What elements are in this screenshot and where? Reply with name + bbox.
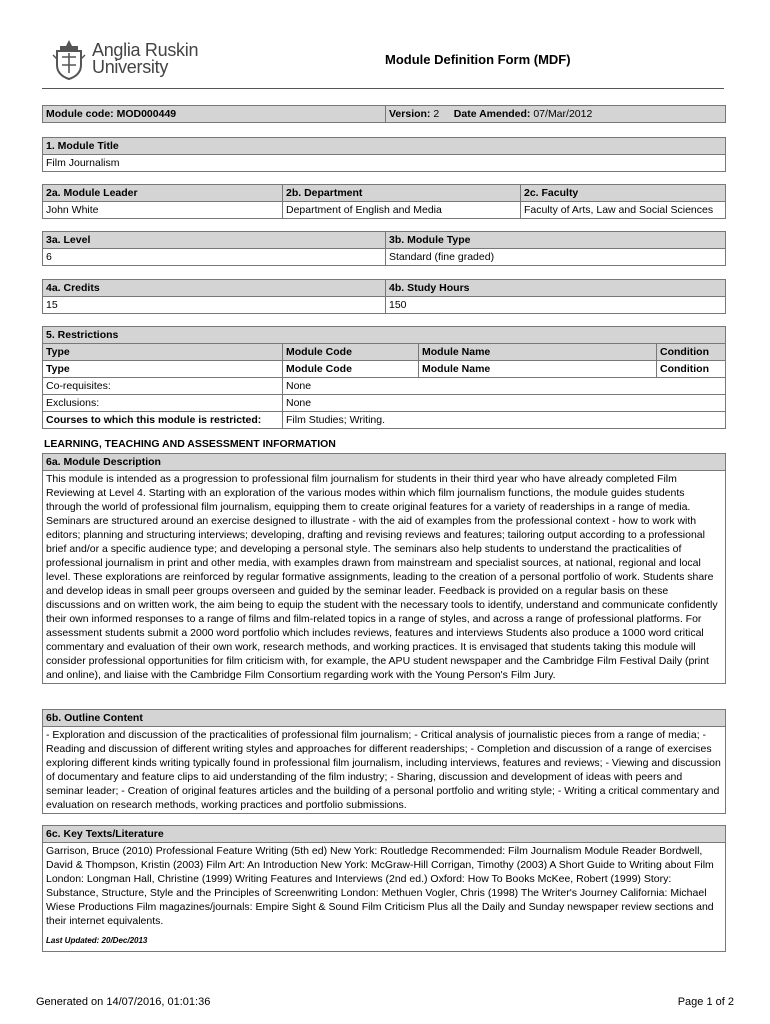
col-module-name: Module Name	[419, 344, 657, 361]
date-amended-value: 07/Mar/2012	[533, 108, 593, 120]
outline-content-label: 6b. Outline Content	[43, 710, 726, 727]
level-type-table	[42, 231, 726, 266]
crest-icon	[52, 37, 86, 81]
module-leader-value: John White	[43, 202, 283, 219]
module-title-label: 1. Module Title	[43, 138, 726, 155]
key-texts-table	[42, 825, 726, 952]
form-title: Module Definition Form (MDF)	[385, 52, 571, 67]
col-module-code: Module Code	[283, 344, 419, 361]
col-type: Type	[43, 361, 283, 378]
logo-line2: University	[92, 57, 169, 77]
module-title-value: Film Journalism	[43, 155, 726, 172]
module-type-label: 3b. Module Type	[386, 232, 726, 249]
level-value: 6	[43, 249, 386, 266]
logo-line1: Anglia Ruskin	[92, 40, 199, 60]
col-module-name: Module Name	[419, 361, 657, 378]
study-hours-value: 150	[386, 297, 726, 314]
credits-value: 15	[43, 297, 386, 314]
faculty-value: Faculty of Arts, Law and Social Sciences	[521, 202, 726, 219]
department-label: 2b. Department	[283, 185, 521, 202]
module-type-value: Standard (fine graded)	[386, 249, 726, 266]
col-module-code: Module Code	[283, 361, 419, 378]
date-amended-label: Date Amended:	[453, 108, 531, 120]
courses-restricted-label: Courses to which this module is restricted:	[43, 412, 283, 429]
last-updated: Last Updated: 20/Dec/2013	[46, 936, 148, 945]
module-leader-table	[42, 184, 726, 219]
generated-timestamp: Generated on 14/07/2016, 01:01:36	[36, 996, 211, 1008]
key-texts-text: Garrison, Bruce (2010) Professional Feature Writing (5th ed) New York: Routledge Recommended: Film Journalism Module Reader Bordwell, David & Thompson, Kristin (2003) Film Art: An Introduction New York: McGraw-Hill Corrigan, Timothy (2003) A Short Guide to Writing about Film London: Longman Hall, Christine (1999) Writing Features and Interviews (2nd ed.) Oxford: How To Books McKee, Robert (1999) Story: Substance, Structure, Style and the Principles of Screenwriting London: Methuen Vogler, Chris (1998) The Writer's Journey California: Michael Wiese Productions Film magazines/journals: Empire Sight & Sound Film Criticism Plus all the Daily and Sunday newspaper review sections and their internet equivalents.	[46, 845, 714, 927]
faculty-label: 2c. Faculty	[521, 185, 726, 202]
credits-hours-table	[42, 279, 726, 314]
module-leader-label: 2a. Module Leader	[43, 185, 283, 202]
outline-content-text: - Exploration and discussion of the practicalities of professional film journalism; - Critical analysis of journalistic pieces from a range of media; - Reading and discussion of different writing styles and approaches for different readerships; - Completion and discussion of a range of exercises exploring different kinds writing typically found in professional film journalism, including interviews, features and reviews; - Viewing and discussion of documentary and feature clips to aid understanding of the film industry; - Sharing, discussion and development of ideas with peers and seminar leader; - Creation of original features articles and the building of a personal portfolio and writing style; - Writing a critical commentary and evaluation on research methods, working practices and portfolio submissions.	[43, 727, 726, 814]
level-label: 3a. Level	[43, 232, 386, 249]
restriction-type: Exclusions:	[43, 395, 283, 412]
module-title-table	[42, 137, 726, 172]
module-description-text: This module is intended as a progression to professional film journalism for students in their third year who have already completed Film Reviewing at Level 4. Starting with an exploration of the various modes within which film journalism functions, the module guides students through the world of professional film journalism, equipping them to create original features for a variety of readerships in a range of media. Seminars are structured around an exercise designed to illustrate - with the aid of examples from the professional context - how to work with editors; planning and structuring interviews; developing, drafting and revising reviews and features; tailoring output according to a professional brief and/or a specific audience type; and developing a personal style. The seminars also help students to understand the practicalities of professional journalism in print and other media, with examples drawn from mainstream and specialist sources, at national, regional and local level. These explorations are reinforced by regular formative assignments, leading to the creation of a personal portfolio of work. Students share and develop ideas in small peer groups overseen and guided by the seminar leader. Feedback is provided on a regular basis on these discussions and on written work, the aim being to equip the student with the necessary tools to identify, understand and communicate confidently their own informed responses to a range of films and film-related topics in a range of styles, and across a range of professional platforms. For assessment students submit a 2000 word portfolio which includes reviews, features and interviews Students also produce a 1000 word critical commentary and evaluation of their own work, research methods, and working practices. It is envisaged that students taking this module will consider professional opportunities for film criticism with, for example, the APU student newspaper and the Cambridge Film Festival Daily (print and online), and liaise with the Cambridge Film Consortium regarding work with the Young Person's Film Jury.	[43, 471, 726, 684]
col-condition: Condition	[657, 361, 726, 378]
col-condition: Condition	[657, 344, 726, 361]
version-value: 2	[433, 108, 440, 120]
table-row	[43, 395, 726, 412]
table-row	[43, 412, 726, 429]
page-number: Page 1 of 2	[677, 996, 734, 1008]
module-code: Module code: MOD000449	[43, 106, 386, 123]
module-info-table	[42, 105, 726, 123]
courses-restricted-value: Film Studies; Writing.	[283, 412, 726, 429]
version-label: Version:	[389, 108, 431, 120]
key-texts-label: 6c. Key Texts/Literature	[43, 826, 726, 843]
department-value: Department of English and Media	[283, 202, 521, 219]
restrictions-table	[42, 326, 726, 429]
learning-heading: LEARNING, TEACHING AND ASSESSMENT INFORMATION	[44, 438, 336, 450]
outline-content-table	[42, 709, 726, 814]
credits-label: 4a. Credits	[43, 280, 386, 297]
restrictions-label: 5. Restrictions	[43, 327, 726, 344]
module-description-table	[42, 453, 726, 684]
study-hours-label: 4b. Study Hours	[386, 280, 726, 297]
restriction-code: None	[283, 378, 726, 395]
module-description-label: 6a. Module Description	[43, 454, 726, 471]
restriction-code: None	[283, 395, 726, 412]
restriction-type: Co-requisites:	[43, 378, 283, 395]
key-texts-cell	[43, 843, 726, 952]
header-rule	[42, 88, 724, 89]
version-date-cell	[386, 106, 726, 123]
table-row	[43, 378, 726, 395]
col-type: Type	[43, 344, 283, 361]
university-logo	[52, 36, 212, 82]
